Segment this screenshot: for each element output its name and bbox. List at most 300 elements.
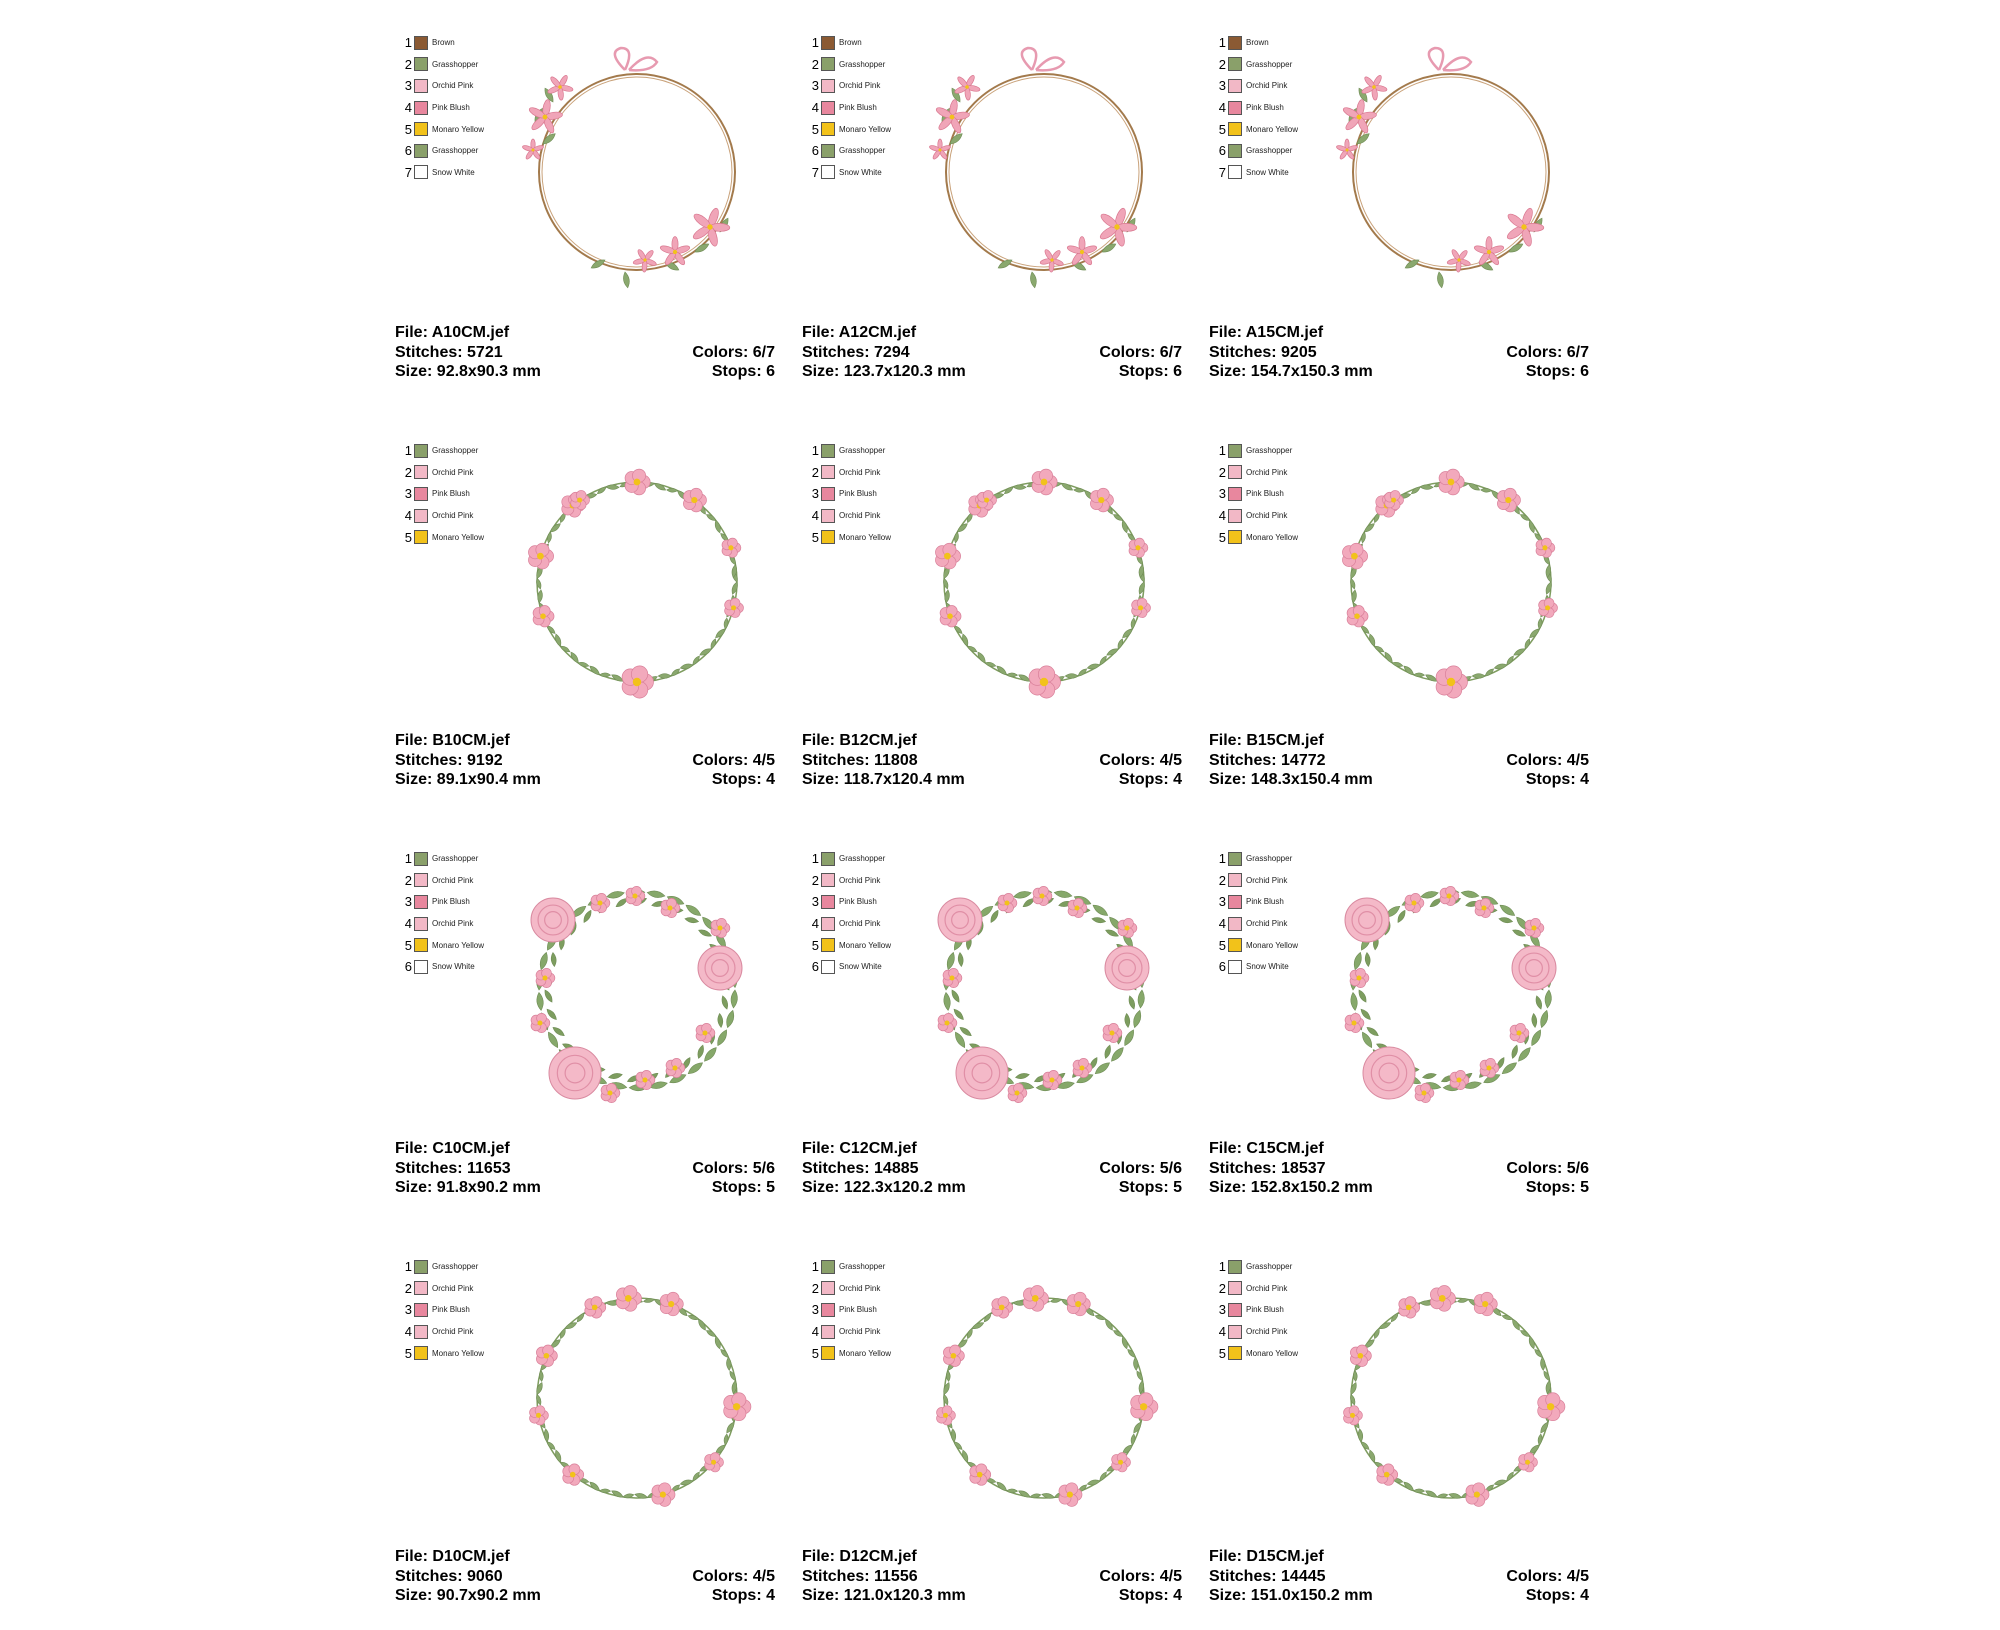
legend-number: 4 [1218,1324,1226,1340]
legend-number: 3 [404,486,412,502]
leaf [1413,673,1424,677]
flower-center [1406,1305,1412,1311]
flower-center [1482,1301,1488,1307]
legend-row [403,118,513,140]
leaf [1436,272,1444,289]
leaf-shape [551,952,557,966]
flower-center [570,1472,576,1478]
legend-number: 2 [1218,464,1226,480]
leaf [1127,995,1136,1010]
legend-row [810,870,920,892]
leaf-shape [599,673,610,677]
flower [1112,1453,1131,1472]
flower-center [642,1077,647,1082]
flower [970,1464,991,1485]
leaf [720,995,729,1010]
leaf [1510,1044,1519,1059]
leaf-shape [950,1429,956,1442]
flower [1029,666,1060,698]
flower-center [1351,553,1358,560]
color-legend [810,32,920,183]
leaf [1135,1370,1144,1381]
leaf [958,952,964,966]
file-name: File: C15CM.jef [1209,1140,1324,1157]
leaf-shape [958,952,964,966]
embroidery-preview [505,440,770,725]
legend-row [403,505,513,527]
legend-number: 1 [1218,35,1226,51]
leaf [1544,581,1553,595]
stop-count: Stops: 4 [1118,1587,1182,1604]
design-info [802,1547,1182,1606]
legend-number: 4 [404,916,412,932]
flower [1350,1345,1371,1366]
legend-number: 7 [404,164,412,180]
leaf-shape [1352,951,1363,970]
legend-number: 1 [1218,1259,1226,1275]
legend-color-name: Snow White [1246,167,1289,177]
legend-color-name: Orchid Pink [432,467,474,477]
leaf-shape [1361,532,1367,544]
design-info [802,731,1182,790]
legend-number: 3 [404,894,412,910]
legend-number: 4 [811,1324,819,1340]
leaf-shape [599,1489,610,1493]
flower-center [728,545,733,550]
flower [1436,666,1467,698]
legend-row [810,140,920,162]
color-swatch [821,465,835,479]
legend-row [403,1299,513,1321]
legend-row [1217,526,1327,548]
flower [1399,1297,1420,1318]
legend-color-name: Snow White [839,962,882,972]
legend-color-name: Monaro Yellow [839,124,892,134]
legend-number: 5 [404,529,412,545]
leaf [647,889,666,899]
legend-row [403,140,513,162]
color-swatch [1228,1346,1242,1360]
stitch-count: Stitches: 11653 [395,1159,511,1177]
leaf-shape [702,1046,719,1064]
leaf-shape [658,674,671,679]
leaf [1542,1370,1551,1381]
leaf-shape [1357,989,1368,1004]
legend-color-name: Brown [1246,38,1269,48]
flower-center [537,553,544,560]
design-info [802,323,1182,382]
leaf [1544,990,1552,1008]
flower-center [1346,149,1349,152]
color-swatch [1228,1281,1242,1295]
stop-count: Stops: 5 [711,1179,775,1196]
leaf [1124,1013,1130,1027]
leaf [1539,1009,1550,1028]
ribbon-bow [1429,48,1471,70]
leaf-shape [1101,242,1118,255]
file-name: File: A12CM.jef [802,324,917,341]
legend-color-name: Orchid Pink [1246,81,1288,91]
leaf [1540,1357,1545,1370]
leaf-shape [948,132,964,147]
color-swatch [414,1281,428,1295]
leaf [1461,889,1480,899]
flower-center [1039,893,1044,898]
leaf [1355,132,1371,147]
flower-center [1439,1295,1446,1302]
color-swatch [1228,530,1242,544]
legend-color-name: Orchid Pink [839,875,881,885]
legend-row [403,97,513,119]
leaf-shape [1481,488,1492,493]
legend-number: 4 [404,508,412,524]
wreath-svg [505,1256,770,1541]
legend-number: 1 [811,1259,819,1275]
color-swatch [414,917,428,931]
leaf [1529,1028,1543,1047]
legend-number: 4 [404,1324,412,1340]
color-swatch [414,487,428,501]
leaf [946,1370,951,1381]
design-size: Size: 152.8x150.2 mm [1209,1179,1373,1196]
legend-color-name: Brown [432,38,455,48]
embroidery-preview [912,32,1177,317]
leaf [730,990,738,1008]
flower-center [667,905,672,910]
legend-row [810,462,920,484]
color-count: Colors: 4/5 [692,751,775,769]
stitch-count: Stitches: 11808 [802,751,918,769]
legend-number: 5 [404,1345,412,1361]
flower-center [660,1492,666,1498]
flower-center [1448,479,1455,486]
flower-center [1049,1077,1054,1082]
color-swatch [414,895,428,909]
legend-number: 4 [1218,508,1226,524]
legend-row [810,32,920,54]
legend-color-name: Orchid Pink [432,1283,474,1293]
leaf [950,989,961,1004]
leaf [702,1046,719,1064]
legend-row [1217,848,1327,870]
flower-center [1505,497,1511,503]
legend-number: 3 [1218,486,1226,502]
leaf-shape [539,1370,544,1381]
flower-center [977,1472,983,1478]
color-swatch [821,895,835,909]
legend-row [403,440,513,462]
legend-number: 3 [1218,894,1226,910]
leaf [1512,928,1527,938]
color-swatch [821,873,835,887]
color-legend [1217,1256,1327,1364]
leaf-shape [1498,916,1513,924]
flower-center [673,250,677,254]
legend-color-name: Monaro Yellow [432,940,485,950]
legend-row [810,526,920,548]
flower-center [943,1413,948,1418]
legend-color-name: Grasshopper [1246,1262,1293,1272]
leaf [1130,1434,1135,1445]
flower-center [1456,1077,1461,1082]
flower [585,1297,606,1318]
leaf [1537,618,1542,629]
legend-color-name: Orchid Pink [839,511,881,521]
color-swatch [414,36,428,50]
color-swatch [821,165,835,179]
color-count: Colors: 6/7 [1099,343,1182,361]
design-card [802,842,1182,1222]
leaf [1352,951,1363,970]
flower [563,1464,584,1485]
flower-center [536,1413,541,1418]
design-card [395,26,775,406]
rose [1512,946,1556,990]
flower-center [577,498,582,503]
leaf-shape [647,889,666,899]
leaf-shape [1531,1013,1537,1027]
flower [622,666,653,698]
legend-color-name: Monaro Yellow [1246,124,1299,134]
legend-color-name: Grasshopper [432,446,479,456]
design-size: Size: 92.8x90.3 mm [395,363,541,380]
legend-number: 3 [1218,78,1226,94]
legend-row [1217,75,1327,97]
leaf-shape [696,1044,705,1059]
ribbon-bow [1022,48,1064,70]
lily-flower [932,97,973,137]
flower [722,538,741,557]
rose [698,946,742,990]
leaf [1361,532,1367,544]
flower [705,1453,724,1472]
stop-count: Stops: 6 [1525,363,1589,380]
wreath-svg [505,848,770,1133]
leaf [547,532,553,544]
flower-center [1109,1030,1114,1035]
ribbon-bow [615,48,657,70]
legend-color-name: Snow White [1246,962,1289,972]
legend-color-name: Grasshopper [1246,146,1293,156]
color-swatch [414,509,428,523]
leaf-shape [1130,618,1135,629]
leaf-shape [608,1072,623,1080]
color-count: Colors: 4/5 [1506,1567,1589,1585]
leaf-shape [943,992,951,1011]
flower [536,968,555,987]
flower-center [1486,1065,1491,1070]
color-swatch [821,122,835,136]
leaf-shape [1544,990,1552,1008]
design-info [802,1139,1182,1198]
leaf [1122,1028,1136,1047]
legend-color-name: Pink Blush [432,1305,470,1315]
leaf-shape [730,581,739,595]
leaf [1422,1072,1437,1080]
leaf-shape [667,488,678,493]
legend-color-name: Orchid Pink [839,467,881,477]
wreath-svg [1319,848,1584,1133]
color-swatch [414,101,428,115]
leaf-shape [1103,1044,1112,1059]
flower [1129,538,1148,557]
legend-color-name: Orchid Pink [432,511,474,521]
legend-row [403,848,513,870]
flower [1059,1483,1082,1507]
legend-color-name: Pink Blush [839,489,877,499]
leaf [950,1429,956,1442]
design-card [802,1250,1182,1630]
color-count: Colors: 5/6 [692,1159,775,1177]
flower [711,918,730,937]
leaf-shape [1420,485,1433,490]
flower-center [1079,1065,1084,1070]
color-swatch [1228,101,1242,115]
color-swatch [1228,873,1242,887]
file-name: File: D10CM.jef [395,1548,510,1565]
legend-row [810,505,920,527]
flower [536,1345,557,1366]
leaf-shape [1510,1044,1519,1059]
leaf-shape [1512,928,1527,938]
file-name: File: D12CM.jef [802,1548,917,1565]
legend-number: 1 [811,851,819,867]
legend-color-name: Grasshopper [839,146,886,156]
legend-color-name: Grasshopper [839,446,886,456]
flower-center [702,1030,707,1035]
design-size: Size: 122.3x120.2 mm [802,1179,966,1196]
leaf-shape [1357,1429,1363,1442]
legend-row [1217,462,1327,484]
legend-number: 3 [811,1302,819,1318]
flower-center [1075,1301,1081,1307]
file-name: File: D15CM.jef [1209,1548,1324,1565]
leaf [1516,1046,1533,1064]
legend-color-name: Monaro Yellow [1246,940,1299,950]
legend-color-name: Orchid Pink [432,81,474,91]
legend-number: 4 [1218,100,1226,116]
color-legend [403,440,513,548]
flower [1131,1393,1158,1421]
rose [1345,898,1389,942]
legend-row [1217,54,1327,76]
legend-number: 5 [404,937,412,953]
leaf-shape [1436,272,1444,289]
legend-color-name: Snow White [839,167,882,177]
leaf-shape [946,1370,951,1381]
embroidery-preview [912,1256,1177,1541]
color-legend [1217,440,1327,548]
design-info [395,731,775,790]
stop-count: Stops: 4 [1118,771,1182,788]
leaf-shape [1137,990,1145,1008]
hoop-ring-inner [542,77,732,267]
design-size: Size: 151.0x150.2 mm [1209,1587,1373,1604]
leaf [1013,890,1032,900]
color-count: Colors: 5/6 [1099,1159,1182,1177]
stop-count: Stops: 4 [711,1587,775,1604]
leaf [717,1013,723,1027]
flower-center [634,479,641,486]
design-info [395,1547,775,1606]
flower-center [1080,250,1084,254]
legend-number: 1 [1218,851,1226,867]
legend-color-name: Pink Blush [839,897,877,907]
flower-center [542,975,547,980]
leaf-shape [1537,618,1542,629]
leaf-shape [684,903,702,918]
color-swatch [821,1346,835,1360]
leaf [1130,618,1135,629]
flower [1439,469,1464,495]
legend-row [1217,934,1327,956]
embroidery-preview [505,1256,770,1541]
leaf-shape [945,951,956,970]
color-swatch [414,122,428,136]
leaf [658,674,671,679]
legend-number: 6 [1218,143,1226,159]
design-card [395,434,775,814]
leaf-shape [1355,132,1371,147]
leaf [943,992,951,1011]
legend-color-name: Grasshopper [432,146,479,156]
design-info [395,1139,775,1198]
leaf-shape [1124,1013,1130,1027]
legend-color-name: Orchid Pink [1246,875,1288,885]
color-swatch [821,960,835,974]
legend-number: 2 [404,1280,412,1296]
legend-row [403,1256,513,1278]
leaf-shape [1105,928,1120,938]
leaf [954,532,960,544]
leaf [1132,1009,1143,1028]
color-swatch [1228,917,1242,931]
legend-number: 4 [811,916,819,932]
leaf-shape [543,1429,549,1442]
leaf-shape [1065,674,1078,679]
design-size: Size: 148.3x150.4 mm [1209,771,1373,788]
leaf [1365,952,1371,966]
design-card [802,26,1182,406]
leaf-shape [1006,1489,1017,1493]
leaf [551,952,557,966]
flower [1350,968,1369,987]
leaf-shape [1529,1028,1543,1047]
color-swatch [821,1281,835,1295]
hoop-ring-inner [949,77,1139,267]
design-size: Size: 118.7x120.4 mm [802,771,965,788]
wreath-svg [1319,1256,1584,1541]
leaf [622,272,630,289]
legend-row [403,934,513,956]
flower-center [1531,925,1536,930]
embroidery-preview [1319,440,1584,725]
leaf [535,1382,544,1396]
design-card [1209,842,1589,1222]
legend-row [810,97,920,119]
flower-center [1487,250,1491,254]
leaf-shape [606,890,625,900]
legend-color-name: Orchid Pink [1246,919,1288,929]
flower-center [1545,605,1550,610]
color-swatch [1228,1260,1242,1274]
color-swatch [1228,852,1242,866]
leaf [1065,674,1078,679]
color-swatch [414,852,428,866]
flower-center [1391,498,1396,503]
leaf-shape [723,1434,728,1445]
color-swatch [821,144,835,158]
